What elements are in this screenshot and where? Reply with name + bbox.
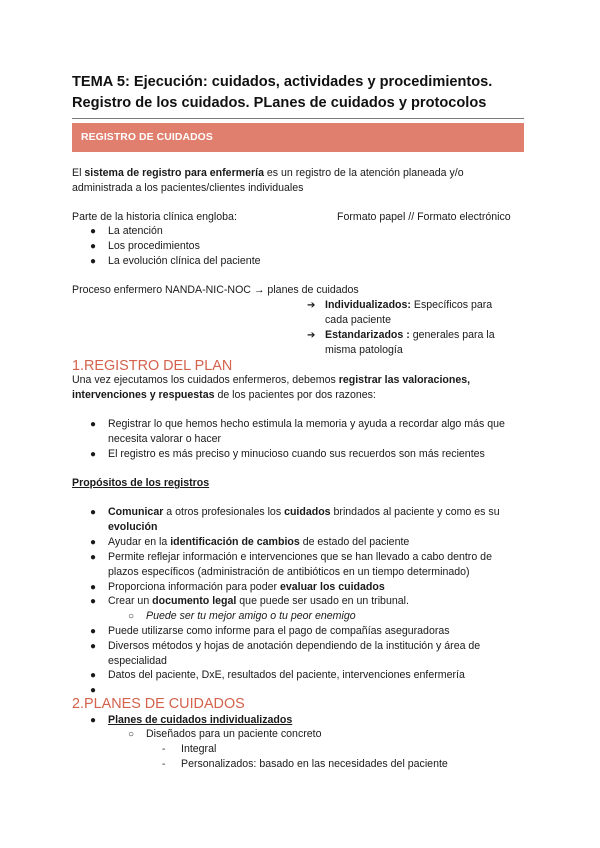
purpose-bold: evaluar los cuidados: [279, 581, 385, 593]
title-divider: [72, 118, 524, 119]
circle-bullet-icon: ○: [128, 729, 135, 740]
bullet-icon: ●: [90, 226, 97, 237]
purpose-item: [108, 535, 409, 550]
historia-label: Parte de la historia clínica engloba:: [72, 211, 237, 223]
purpose-item: Diversos métodos y hojas de anotación dependiendo de la institución y área de: [108, 640, 481, 652]
purpose-text: a otros profesionales los: [163, 506, 285, 518]
bullet-icon: ●: [90, 670, 97, 681]
purpose-item-line-2: evolución: [108, 521, 158, 533]
dash-bullet-icon: -: [162, 744, 166, 755]
purpose-text: Crear un: [108, 595, 153, 607]
estandarizados-item: [325, 328, 495, 343]
purpose-item-line-2: plazos específicos (administración de antibióticos en un tiempo determinado): [108, 566, 470, 578]
purpose-item: Puede utilizarse como informe para el pago de compañías aseguradoras: [108, 625, 450, 637]
purpose-text: Proporciona información para poder: [108, 581, 280, 593]
purpose-item: [108, 594, 409, 609]
purpose-bold: Comunicar: [108, 506, 164, 518]
title-line-2: Registro de los cuidados. PLanes de cuidados y protocolos: [72, 95, 487, 111]
estandarizados-text: generales para la: [409, 329, 495, 341]
section-1-bold-2: intervenciones y respuestas: [72, 389, 215, 401]
section-banner-label: REGISTRO DE CUIDADOS: [81, 132, 213, 143]
reason-item: Registrar lo que hemos hecho estimula la memoria y ayuda a recordar algo más que: [108, 418, 505, 430]
proceso-line: Proceso enfermero NANDA-NIC-NOC → planes de cuidados: [72, 284, 359, 296]
plan-sub-sub-item: Personalizados: basado en las necesidades del paciente: [181, 758, 448, 770]
circle-bullet-icon: ○: [128, 611, 135, 622]
historia-item: La evolución clínica del paciente: [108, 255, 261, 267]
plan-sub-sub-item: Integral: [181, 743, 217, 755]
purpose-text: de estado del paciente: [299, 536, 410, 548]
purpose-text: Ayudar en la: [108, 536, 171, 548]
historia-item: Los procedimientos: [108, 240, 200, 252]
bullet-icon: ●: [90, 449, 97, 460]
estandarizados-label: Estandarizados :: [325, 329, 410, 341]
purpose-bold: documento legal: [152, 595, 237, 607]
purpose-item: Datos del paciente, DxE, resultados del paciente, intervenciones enfermería: [108, 669, 465, 681]
bullet-icon: ●: [90, 626, 97, 637]
section-1-heading: 1.REGISTRO DEL PLAN: [72, 358, 233, 374]
document-title: [72, 72, 532, 114]
bullet-icon: ●: [90, 596, 97, 607]
intro-bold: sistema de registro para enfermería: [84, 167, 264, 179]
purpose-sub-item: Puede ser tu mejor amigo o tu peor enemigo: [146, 610, 356, 622]
plan-item: Planes de cuidados individualizados: [108, 714, 293, 726]
intro-paragraph: [72, 166, 532, 196]
purpose-text: brindados al paciente y como es su: [330, 506, 500, 518]
bullet-icon: ●: [90, 552, 97, 563]
arrow-icon: ➔: [307, 300, 316, 311]
estandarizados-line-2: misma patología: [325, 344, 403, 356]
purpose-item: [108, 580, 385, 595]
bullet-icon: ●: [90, 507, 97, 518]
formato-label: Formato papel // Formato electrónico: [337, 211, 511, 223]
individualizados-text: Específicos para: [410, 299, 493, 311]
arrow-icon: ➔: [307, 330, 316, 341]
section-banner: [72, 123, 524, 152]
bullet-icon: ●: [90, 582, 97, 593]
bullet-icon: ●: [90, 419, 97, 430]
intro-line-2: administrada a los pacientes/clientes individuales: [72, 182, 304, 194]
purpose-item: Permite reflejar información e intervenciones que se han llevado a cabo dentro de: [108, 551, 492, 563]
reason-item: El registro es más preciso y minucioso cuando sus recuerdos son más recientes: [108, 448, 485, 460]
purpose-text: que puede ser usado en un tribunal.: [236, 595, 409, 607]
bullet-icon: ●: [90, 256, 97, 267]
bullet-icon: ●: [90, 241, 97, 252]
section-1-text: Una vez ejecutamos los cuidados enfermeros, debemos: [72, 374, 339, 386]
section-1-text-2: de los pacientes por dos razones:: [214, 389, 376, 401]
historia-item: La atención: [108, 225, 163, 237]
bullet-icon: ●: [90, 641, 97, 652]
section-2-heading: 2.PLANES DE CUIDADOS: [72, 696, 245, 712]
individualizados-line-2: cada paciente: [325, 314, 391, 326]
individualizados-label: Individualizados:: [325, 299, 411, 311]
bullet-icon: ●: [90, 715, 97, 726]
bullet-icon: ●: [90, 537, 97, 548]
purpose-item: [108, 505, 500, 520]
intro-text-post: es un registro de la atención planeada y/o: [263, 167, 464, 179]
purpose-bold: cuidados: [284, 506, 331, 518]
plan-sub-item: Diseñados para un paciente concreto: [146, 728, 322, 740]
reason-item-line-2: necesita valorar o hacer: [108, 433, 222, 445]
section-1-paragraph: [72, 373, 532, 403]
section-1-bold: registrar las valoraciones,: [338, 374, 471, 386]
dash-bullet-icon: -: [162, 759, 166, 770]
purpose-bold: identificación de cambios: [170, 536, 300, 548]
purposes-title: Propósitos de los registros: [72, 477, 210, 489]
intro-text: El: [72, 167, 85, 179]
purpose-item-line-2: especialidad: [108, 655, 167, 667]
bullet-icon: ●: [90, 685, 97, 696]
individualizados-item: [325, 298, 492, 313]
title-line-1: TEMA 5: Ejecución: cuidados, actividades y procedimientos.: [72, 74, 493, 90]
